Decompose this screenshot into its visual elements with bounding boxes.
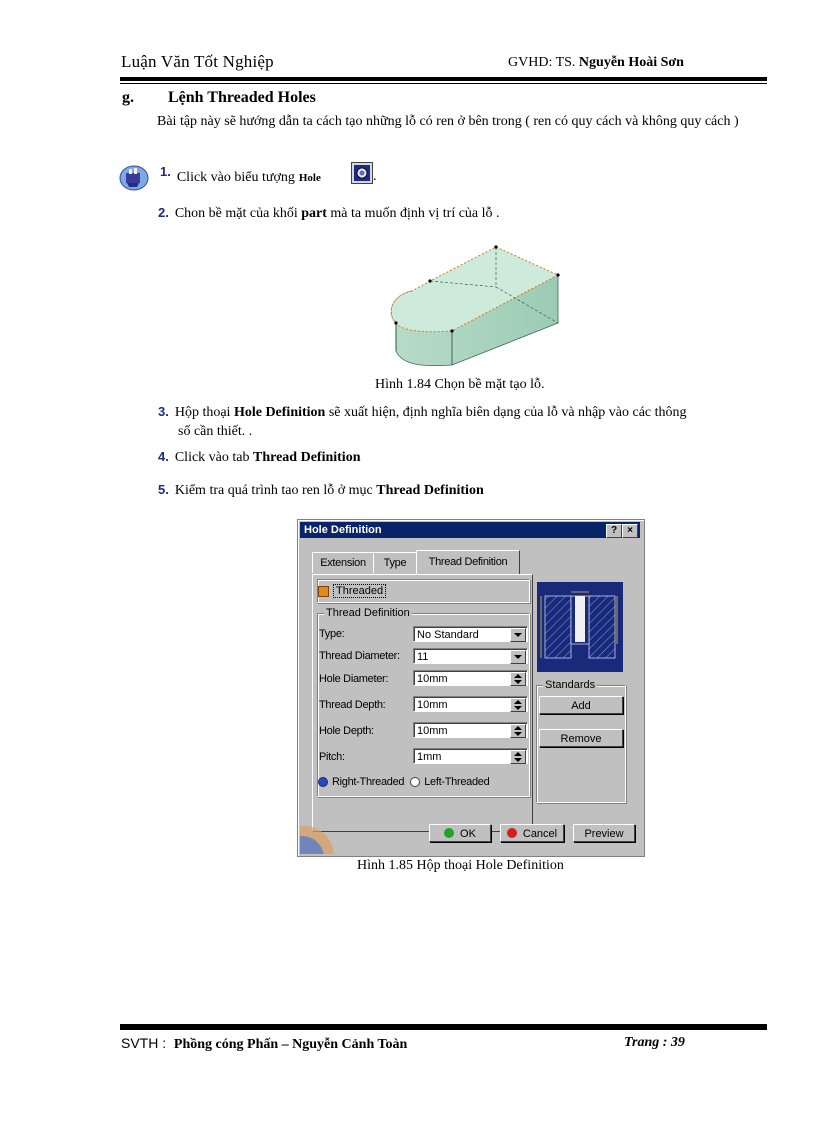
header-rule-thin — [120, 83, 767, 84]
section-letter: g. — [122, 89, 134, 106]
step-5-bold: Thread Definition — [376, 483, 484, 498]
advisor-name: Nguyễn Hoài Sơn — [578, 55, 684, 70]
hole-diameter-value: 10mm — [417, 673, 448, 685]
step-4-bold: Thread Definition — [253, 450, 361, 465]
step-4-number: 4. — [158, 449, 169, 464]
right-threaded-label: Right-Threaded — [332, 776, 405, 788]
step-3-bold: Hole Definition — [233, 405, 326, 420]
spinner-arrows-icon[interactable] — [510, 724, 526, 738]
footer-page-number: Trang : 39 — [624, 1035, 685, 1050]
hole-depth-field[interactable] — [413, 722, 528, 738]
standards-label: Standards — [545, 679, 596, 691]
spinner-arrows-icon[interactable] — [510, 672, 526, 686]
help-button[interactable]: ? — [606, 524, 622, 538]
preview-button[interactable]: Preview — [573, 824, 635, 842]
step-4-text-a: Click vào tab — [174, 450, 253, 465]
header-rule-thick — [120, 77, 767, 81]
close-button[interactable]: × — [622, 524, 638, 538]
footer-prefix: SVTH : — [121, 1035, 167, 1051]
step-2-number: 2. — [158, 205, 169, 220]
thread-diameter-value: 11 — [417, 651, 429, 663]
cancel-button[interactable] — [500, 824, 564, 842]
step-3-line-2: số cần thiết. . — [178, 424, 253, 439]
left-threaded-radio[interactable] — [410, 777, 420, 787]
chevron-down-icon[interactable] — [510, 650, 526, 664]
ok-button[interactable] — [429, 824, 491, 842]
cancel-label: Cancel — [522, 828, 558, 840]
step-5-text-a: Kiểm tra quá trình tao ren lỗ ở mục — [174, 483, 377, 498]
header-right-advisor — [508, 55, 684, 71]
step-2 — [158, 203, 500, 224]
figure-1-85-caption: Hình 1.85 Hộp thoại Hole Definition — [357, 858, 564, 873]
thread-depth-label: Thread Depth: — [319, 699, 386, 711]
hole-tool-icon[interactable] — [351, 162, 373, 184]
ok-icon — [444, 828, 454, 838]
advisor-prefix: GVHD: TS. — [508, 55, 576, 70]
step-3-text-a: Hộp thoại — [174, 405, 234, 420]
thread-diameter-combo[interactable] — [413, 648, 528, 664]
footer-rule — [120, 1024, 767, 1030]
hole-depth-value: 10mm — [417, 725, 448, 737]
threaded-checkbox-row[interactable] — [318, 584, 386, 598]
hole-definition-dialog — [297, 519, 645, 857]
pitch-label: Pitch: — [319, 751, 345, 763]
step-2-text-b: mà ta muốn định vị trí của lỗ . — [326, 206, 500, 221]
header-left-title: Luận Văn Tốt Nghiệp — [121, 52, 274, 71]
hole-depth-label: Hole Depth: — [319, 725, 374, 737]
hole-diameter-label: Hole Diameter: — [319, 673, 389, 685]
pitch-field[interactable] — [413, 748, 528, 764]
section-intro: Bài tập này sẽ hướng dẫn ta cách tạo những lỗ có ren ở bên trong ( ren có quy cách và không quy cách ) — [157, 114, 739, 129]
tab-type[interactable]: Type — [373, 552, 417, 573]
spinner-arrows-icon[interactable] — [510, 750, 526, 764]
threaded-label: Threaded — [333, 584, 386, 598]
threaded-checkbox[interactable] — [318, 586, 329, 597]
thread-diameter-label: Thread Diameter: — [319, 650, 400, 662]
dialog-title-bar — [300, 522, 640, 538]
step-1-number: 1. — [160, 164, 171, 179]
step-3 — [158, 402, 687, 423]
thread-preview-image — [537, 582, 623, 672]
step-2-bold: part — [301, 206, 327, 221]
step-5-number: 5. — [158, 482, 169, 497]
tab-extension[interactable]: Extension — [312, 552, 374, 573]
step-1-period: . — [373, 169, 377, 184]
remove-standard-button[interactable]: Remove — [539, 729, 623, 747]
footer-names: Phồng cóng Phấn – Nguyễn Cảnh Toàn — [173, 1037, 408, 1052]
step-3-text-b: sẽ xuất hiện, định nghĩa biên dạng của lỗ và nhập vào các thông — [325, 405, 687, 420]
section-title: Lệnh Threaded Holes — [168, 89, 316, 106]
hole-diameter-field[interactable] — [413, 670, 528, 686]
step-1 — [160, 164, 325, 188]
left-threaded-label: Left-Threaded — [424, 776, 490, 788]
chevron-down-icon[interactable] — [510, 628, 526, 642]
thread-depth-field[interactable] — [413, 696, 528, 712]
type-label: Type: — [319, 628, 345, 640]
cancel-icon — [507, 828, 517, 838]
figure-1-84-caption: Hình 1.84 Chọn bề mặt tạo lỗ. — [375, 377, 545, 392]
hole-tool-label: Hole — [298, 172, 321, 184]
right-threaded-radio[interactable] — [318, 777, 328, 787]
tab-thread-definition[interactable]: Thread Definition — [416, 550, 520, 574]
type-combo[interactable] — [413, 626, 528, 642]
footer-authors — [121, 1035, 407, 1053]
catia-logo-decoration — [300, 820, 340, 854]
step-3-number: 3. — [158, 404, 169, 419]
part-solid-figure — [382, 243, 560, 369]
spinner-arrows-icon[interactable] — [510, 698, 526, 712]
dialog-title: Hole Definition — [304, 524, 382, 536]
thread-depth-value: 10mm — [417, 699, 448, 711]
ok-label: OK — [460, 828, 476, 840]
step-5 — [158, 480, 484, 501]
step-2-text-a: Chon bề mặt của khối — [174, 206, 302, 221]
pitch-value: 1mm — [417, 751, 442, 763]
type-value: No Standard — [417, 629, 479, 641]
thread-definition-group-label: Thread Definition — [326, 607, 410, 619]
tutorial-step-icon — [118, 163, 150, 191]
add-standard-button[interactable]: Add — [539, 696, 623, 714]
thread-direction-radios — [318, 776, 489, 788]
step-1-text: Click vào biểu tượng — [176, 170, 295, 185]
step-4 — [158, 447, 360, 468]
